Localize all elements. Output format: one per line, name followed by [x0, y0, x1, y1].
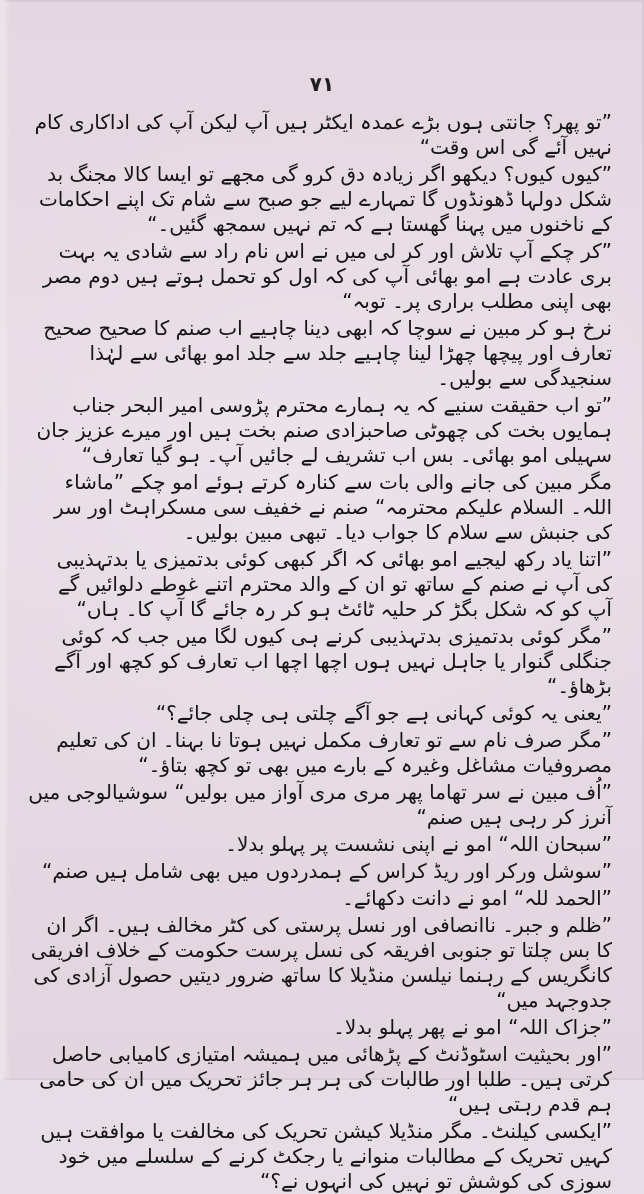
paragraph: ”تو اب حقیقت سنیے کہ یہ ہمارے محترم پڑوسی امیر البحر جناب ہمایوں بخت کی چھوٹی صاحبزادی صنم بخت ہیں اور میرے عزیز جان سہیلی امو بھائی۔ بس اب تشریف لے جائیں آپ۔ ہو گیا تعارف“: [36, 393, 612, 467]
paragraph: مگر مبین کی جانے والی بات سے کنارہ کرتے ہوئے امو چکے ”ماشاء اللہ۔ السلام علیکم محترمہ“ صنم نے خفیف سی مسکراہٹ اور سر کی جنبش سے سلام کا جواب دیا۔ تبھی مبین بولیں۔: [54, 470, 612, 544]
paragraph: ”مگر صرف نام سے تو تعارف مکمل نہیں ہوتا نا بہنا۔ ان کی تعلیم مصروفیات مشاغل وغیرہ کے بارے میں بھی تو کچھ بتاؤ۔“: [56, 728, 612, 777]
paragraph: ”سوشل ورکر اور ریڈ کراس کے ہمدردوں میں بھی شامل ہیں صنم“: [41, 859, 612, 883]
paragraph: ”ظلم و جبر۔ ناانصافی اور نسل پرستی کی کٹر مخالف ہیں۔ اگر ان کا بس چلتا تو جنوبی افریقہ کی نسل پرست حکومت کے خلاف افریقی کانگریس کے رہنما نیلسن منڈیلا کا ساتھ ضرور دیتیں حصول آزادی کی جدوجہد میں“: [30, 913, 612, 1012]
paragraph: ”تو پھر؟ جانتی ہوں بڑے عمدہ ایکٹر ہیں آپ لیکن آپ کی اداکاری کام نہیں آئے گی اس وقت“: [34, 110, 612, 159]
page-number: ۷۱: [309, 72, 335, 96]
paragraph: ”اُف مبین نے سر تھاما پھر مری مری آواز میں بولیں“ سوشیالوجی میں آنرز کر رہی ہیں صنم“: [28, 780, 612, 829]
paragraph: ”اتنا یاد رکھ لیجیے امو بھائی کہ اگر کبھی کوئی بدتمیزی یا بدتہذیبی کی آپ نے صنم کے ساتھ تو ان کے والد محترم اتنے غوطے دلوائیں گے آپ کو کہ شکل بگڑ کر حلیہ ٹائٹ ہو کر رہ جائے گا آپ کا۔ ہاں“: [56, 547, 612, 621]
paragraph: ”ایکسی کیلنٹ۔ مگر منڈیلا کیشن تحریک کی مخالفت یا موافقت ہیں کہیں تحریک کے مطالبات منوانے یا رجکٹ کرنے کے سلسلے میں خود سوزی کی کوشش تو نہیں کی انہوں نے؟“: [40, 1119, 612, 1193]
paragraph: ”اور بحیثیت اسٹوڈنٹ کے پڑھائی میں ہمیشہ امتیازی کامیابی حاصل کرتی ہیں۔ طلبا اور طالبات کی ہر ہر جائز تحریک میں ان کی حامی ہم قدم رہتی ہیں“: [39, 1042, 612, 1116]
paragraph: نرخ ہو کر مبین نے سوچا کہ ابھی دینا چاہیے اب صنم کا صحیح صحیح تعارف اور پیچھا چھڑا لینا چاہیے جلد سے جلد امو بھائی سے لہٰذا سنجیدگی سے بولیں۔: [43, 316, 612, 390]
paragraph: ”مگر کوئی بدتمیزی بدتہذیبی کرنے ہی کیوں لگا میں جب کہ کوئی جنگلی گنوار یا جاہل نہیں ہوں اچھا اچھا اب تعارف کو کچھ اور آگے بڑھاؤ۔“: [54, 624, 612, 698]
paragraph: ”کیوں کیوں؟ دیکھو اگر زیادہ دق کرو گی مجھے تو ایسا کالا مجنگ بد شکل دولہا ڈھونڈوں گا تمہارے لیے جو صبح سے شام تک اپنے احکامات کے ناخنوں میں پہنا گھستا ہے کہ تم نہیں سمجھ گئیں۔“: [38, 162, 612, 236]
article-body: [28, 110, 612, 1194]
paragraph: ”کر چکے آپ تلاش اور کر لی میں نے اس نام راد سے شادی یہ بہت بری عادت ہے امو بھائی آپ کی کہ اول کو تحمل ہوتے ہیں دوم مصر بھی اپنی مطلب براری پر۔ توبہ“: [42, 239, 612, 313]
paragraph: ”سبحان اللہ“ امو نے اپنی نشست پر پہلو بدلا۔: [225, 832, 612, 856]
paragraph: ”الحمد للہ“ امو نے دانت دکھائے۔: [342, 886, 612, 910]
paragraph: ”یعنی یہ کوئی کہانی ہے جو آگے چلتی ہی چلی جائے؟“: [155, 701, 612, 725]
paragraph: ”جزاک اللہ“ امو نے پھر پہلو بدلا۔: [333, 1015, 612, 1039]
